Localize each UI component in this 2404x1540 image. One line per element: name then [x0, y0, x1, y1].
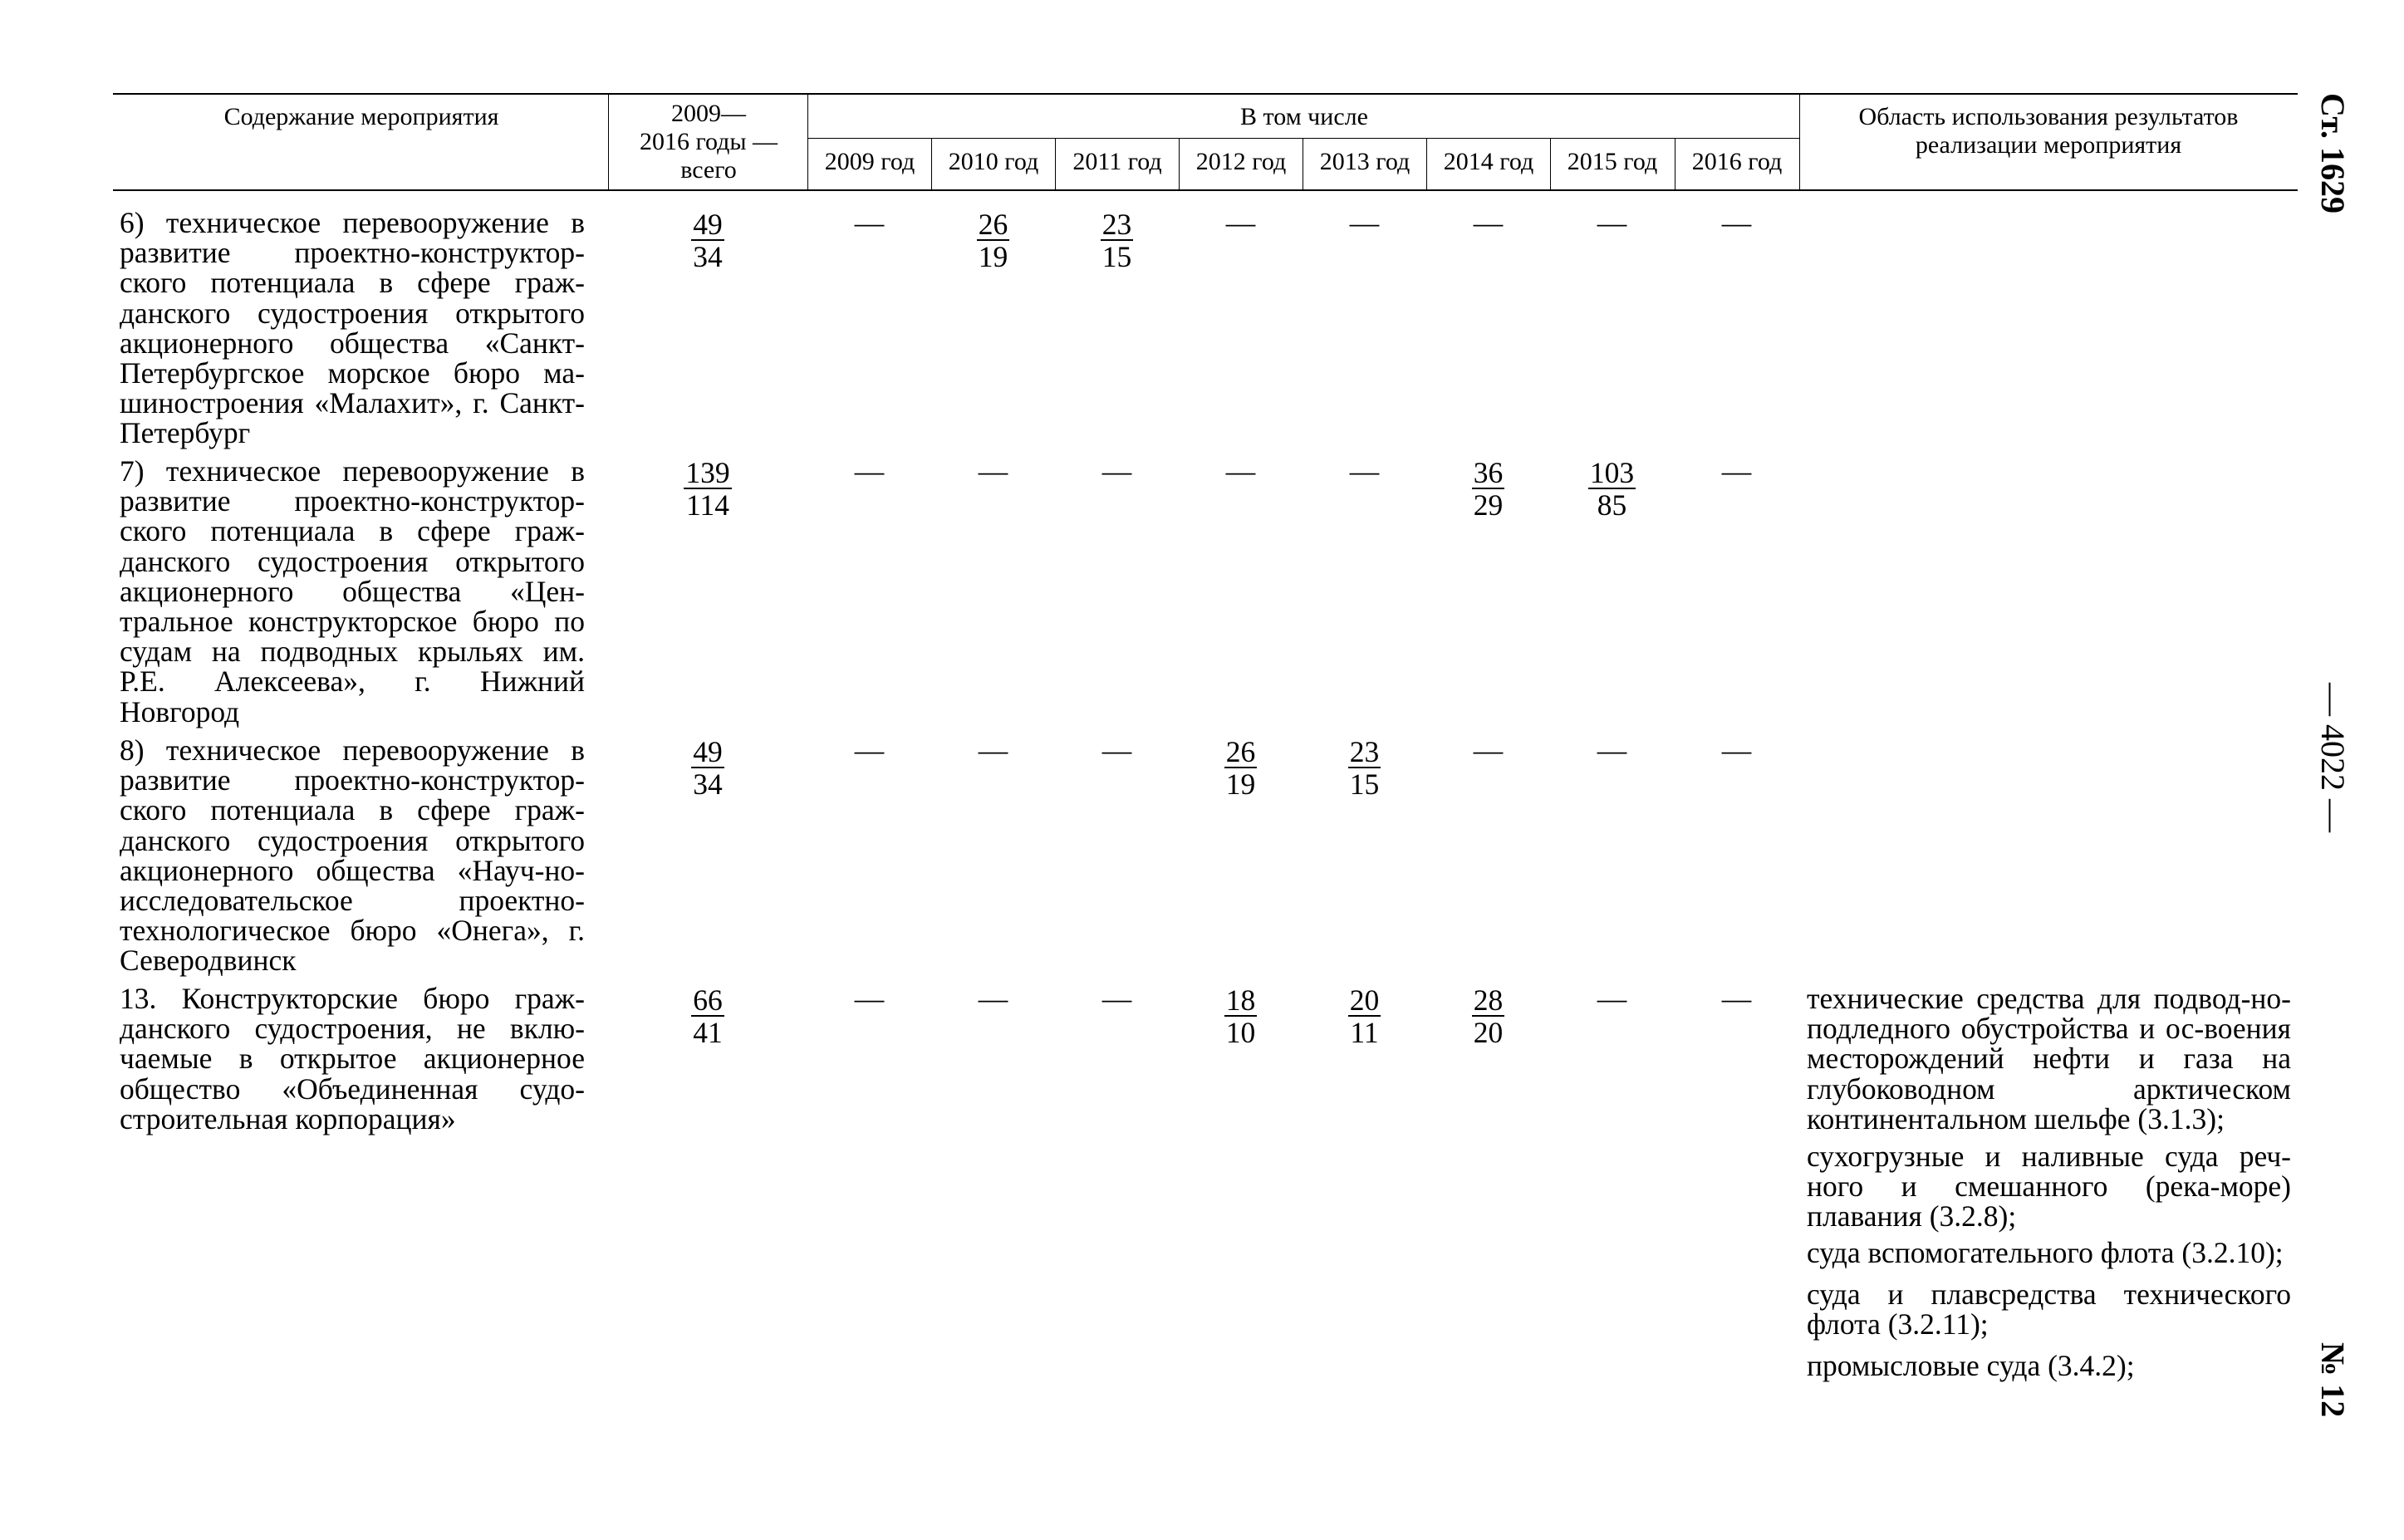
empty-value-dash: —	[1473, 206, 1504, 239]
fraction-denominator: 34	[693, 768, 723, 801]
empty-value-dash: —	[1721, 982, 1752, 1015]
measure-description: 6) техническое перевооружение в развитие проектно-конструктор-ского потенциала в сфере граж-данского судостроения открытого акционерного общества «Санкт-Петербургское морское бюро ма-шиностроения «Малахит», г. Санкт-Петербург	[120, 206, 585, 450]
empty-value-dash: —	[1101, 982, 1132, 1015]
fraction-denominator: 15	[1349, 768, 1380, 801]
empty-value-dash: —	[1721, 206, 1752, 239]
fraction-denominator: 34	[693, 240, 723, 273]
page-label: Ст. 1629	[2314, 93, 2352, 213]
including-subrule	[807, 138, 1799, 139]
empty-value-dash: —	[1349, 206, 1380, 239]
fraction-value	[944, 209, 1043, 272]
empty-value-dash: —	[854, 982, 885, 1015]
fraction-numerator: 66	[693, 983, 723, 1017]
fraction-numerator: 28	[1473, 983, 1504, 1017]
table-top-rule	[113, 93, 2298, 95]
fraction-denominator: 19	[978, 240, 1008, 273]
issue-number: № 12	[2314, 1342, 2352, 1418]
fraction-numerator: 49	[693, 208, 723, 241]
fraction-value	[658, 985, 758, 1048]
fraction-denominator: 15	[1101, 240, 1132, 273]
header-divider	[1179, 138, 1180, 189]
empty-value-dash: —	[1225, 454, 1256, 488]
fraction-value	[658, 209, 758, 272]
year-header: 2013 год	[1319, 148, 1411, 175]
fraction-numerator: 139	[685, 456, 730, 489]
fraction-denominator: 19	[1225, 768, 1256, 801]
fraction-numerator: 49	[693, 735, 723, 768]
fraction-denominator: 114	[686, 488, 729, 522]
empty-value-dash: —	[1225, 206, 1256, 239]
empty-value-dash: —	[1721, 454, 1752, 488]
usage-area-paragraph: технические средства для подвод-но-подледного обустройства и ос-воения месторождений нефти и газа на глубоководном арктическом континентальном шельфе (3.1.3);	[1807, 982, 2291, 1135]
usage-area-paragraph: промысловые суда (3.4.2);	[1807, 1349, 2135, 1382]
header-divider	[1426, 138, 1427, 189]
empty-value-dash: —	[854, 454, 885, 488]
fraction-denominator: 10	[1225, 1016, 1256, 1049]
fraction-numerator: 18	[1225, 983, 1256, 1017]
year-header: 2015 год	[1567, 148, 1658, 175]
header-divider	[931, 138, 932, 189]
fraction-denominator: 11	[1350, 1016, 1379, 1049]
empty-value-dash: —	[1101, 454, 1132, 488]
year-header: 2014 год	[1443, 148, 1534, 175]
empty-value-dash: —	[854, 206, 885, 239]
empty-value-dash: —	[978, 454, 1008, 488]
fraction-value	[1315, 985, 1415, 1048]
empty-value-dash: —	[1597, 206, 1627, 239]
fraction-numerator: 26	[978, 208, 1008, 241]
fraction-value	[658, 458, 758, 521]
header-divider	[1799, 94, 1800, 190]
header-including-label: В том числе	[1240, 103, 1368, 130]
header-divider	[1055, 138, 1056, 189]
measure-description: 7) техническое перевооружение в развитие проектно-конструктор-ского потенциала в сфере граж-данского судостроения открытого акционерного общества «Цен-тральное конструкторское бюро по судам на подводных крыльях им. Р.Е. Алексеева», г. Нижний Новгород	[120, 454, 585, 728]
empty-value-dash: —	[1101, 733, 1132, 767]
empty-value-dash: —	[854, 733, 885, 767]
fraction-denominator: 29	[1473, 488, 1504, 522]
fraction-value	[1191, 985, 1291, 1048]
fraction-value	[1315, 737, 1415, 800]
fraction-numerator: 103	[1589, 456, 1635, 489]
fraction-value	[658, 737, 758, 800]
fraction-numerator: 36	[1473, 456, 1504, 489]
header-area-label: Область использования результатов реализации мероприятия	[1858, 103, 2239, 159]
year-header: 2016 год	[1691, 148, 1783, 175]
year-header: 2009 год	[824, 148, 915, 175]
empty-value-dash: —	[1597, 733, 1627, 767]
header-divider	[807, 94, 808, 190]
header-divider	[608, 94, 609, 190]
usage-area-paragraph: сухогрузные и наливные суда реч-ного и смешанного (река-море) плавания (3.2.8);	[1807, 1140, 2291, 1233]
fraction-value	[1191, 737, 1291, 800]
empty-value-dash: —	[1473, 733, 1504, 767]
fraction-numerator: 23	[1101, 208, 1132, 241]
empty-value-dash: —	[1597, 982, 1627, 1015]
fraction-value	[1439, 985, 1538, 1048]
fraction-numerator: 20	[1349, 983, 1380, 1017]
fraction-numerator: 26	[1225, 735, 1256, 768]
header-divider	[1550, 138, 1551, 189]
year-header: 2012 год	[1195, 148, 1287, 175]
fraction-value	[1067, 209, 1167, 272]
empty-value-dash: —	[978, 733, 1008, 767]
fraction-value	[1563, 458, 1662, 521]
page-number: — 4022 —	[2314, 683, 2352, 832]
empty-value-dash: —	[1349, 454, 1380, 488]
header-content-label: Содержание мероприятия	[223, 103, 499, 130]
header-bottom-rule	[113, 189, 2298, 191]
usage-area-paragraph: суда и плавсредства технического флота (3.2.11);	[1807, 1278, 2291, 1341]
fraction-denominator: 20	[1473, 1016, 1504, 1049]
fraction-value	[1439, 458, 1538, 521]
measure-description: 8) техническое перевооружение в развитие проектно-конструктор-ского потенциала в сфере граж-данского судостроения открытого акционерного общества «Науч-но-исследовательское проектно-технологическое бюро «Онега», г. Северодвинск	[120, 733, 585, 978]
usage-area-paragraph: суда вспомогательного флота (3.2.10);	[1807, 1236, 2284, 1269]
measure-description: 13. Конструкторские бюро граж-данского судостроения, не вклю-чаемые в открытое акционерное общество «Объединенная судо-строительная корпорация»	[120, 982, 585, 1135]
header-total-label: 2009— 2016 годы — всего	[639, 100, 778, 184]
fraction-denominator: 85	[1597, 488, 1627, 522]
fraction-denominator: 41	[693, 1016, 723, 1049]
empty-value-dash: —	[1721, 733, 1752, 767]
empty-value-dash: —	[978, 982, 1008, 1015]
year-header: 2011 год	[1072, 148, 1162, 175]
fraction-numerator: 23	[1349, 735, 1380, 768]
year-header: 2010 год	[948, 148, 1039, 175]
